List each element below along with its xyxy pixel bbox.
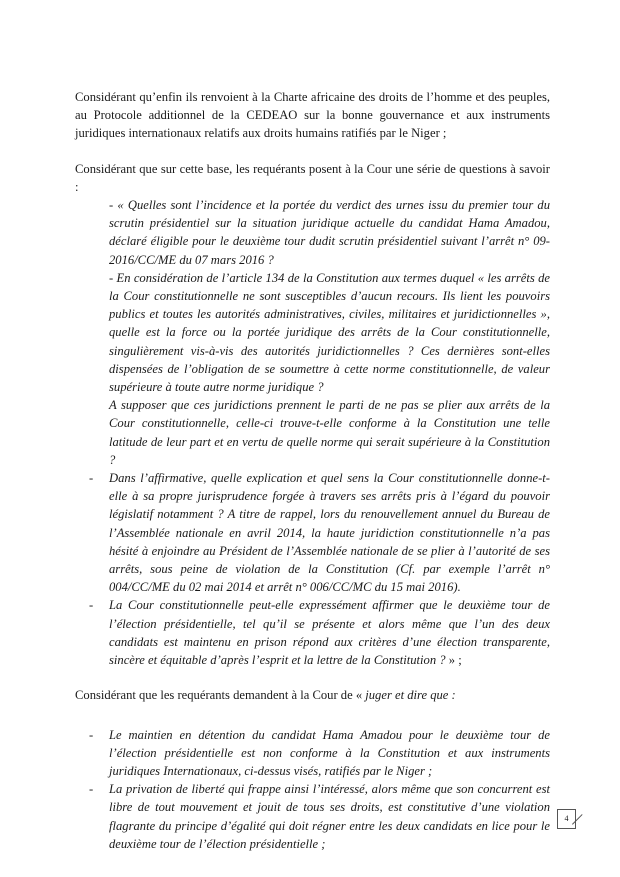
question-5: La Cour constitutionnelle peut-elle expressément affirmer que le deuxième tour de l’élection présidentielle, tel qu’il se présente et alors même que l’un des deux candidats est maintenu en prison répond aux critères d’une élection transparente, sincère et équitable d’après l’esprit et la lettre de la Constitution ?	[109, 598, 550, 668]
question-3: A supposer que ces juridictions prennent le parti de ne pas se plier aux arrêts de la Cour constitutionnelle, celle-ci trouve-t-elle conforme à la Constitution une telle latitude de leur part et en vertu de quelle norme qui serait supérieure à la Constitution ?	[109, 398, 550, 467]
list-dash: -	[89, 782, 94, 797]
question-5-paragraph	[109, 596, 550, 669]
question-4: Dans l’affirmative, quelle explication et quel sens la Cour constitutionnelle donne-t-elle à sa propre jurisprudence forgée à travers ses arrêts pris à l’égard du pouvoir législatif notamment ? A titre de rappel, lors du renouvellement annuel du Bureau de l’Assemblée nationale en avril 2014, la haute juridiction constitutionnelle n’a pas hésité à enjoindre au Président de l’Assemblée nationale de se plier à l’autorité de ses arrêts, sous peine de violation de la Constitution (Cf. par exemple l’arrêt n° 004/CC/ME du 02 mai 2014 et arrêt n° 006/CC/MC du 15 mai 2016).	[109, 471, 550, 595]
paragraph-intro-questions: Considérant que sur cette base, les requérants posent à la Cour une série de questions à savoir :	[75, 161, 550, 194]
list-item-question-5	[75, 596, 550, 669]
list-item-demand-1	[75, 726, 550, 781]
list-dash: -	[89, 727, 94, 742]
paragraph-charte: Considérant qu’enfin ils renvoient à la Charte africaine des droits de l’homme et des peuples, au Protocole additionnel de la CEDEAO sur la bonne gouvernance et aux instruments juridiques internationaux relatifs aux droits humains ratifiés par le Niger ;	[75, 90, 550, 141]
question-1: - « Quelles sont l’incidence et la portée du verdict des urnes issu du premier tour du scrutin présidentiel sur la situation juridique actuelle du candidat Hama Amadou, déclaré éligible pour le deuxième tour dudit scrutin présidentiel suivant l’arrêt n° 09-2016/CC/ME du 07 mars 2016 ?	[109, 198, 550, 267]
paragraph-demand-prefix: Considérant que les requérants demandent à la Cour de «	[75, 688, 366, 703]
list-item-demand-2	[75, 780, 550, 853]
list-dash: -	[89, 598, 94, 613]
question-5-close: » ;	[445, 653, 462, 668]
paragraph-demand	[75, 686, 550, 704]
paragraph-demand-italic: juger et dire que :	[365, 688, 456, 703]
demand-1: Le maintien en détention du candidat Hama Amadou pour le deuxième tour de l’élection présidentielle est non conforme à la Constitution et aux instruments juridiques Internationaux, ci-dessus visés, ratifiés par le Niger ;	[109, 727, 550, 778]
document-body	[75, 88, 550, 853]
page-number: 4	[557, 809, 576, 829]
demand-2: La privation de liberté qui frappe ainsi l’intéressé, alors même que son concurrent est libre de tout mouvement et jouit de tous ses droits, est constitutive d’une violation flagrante du principe d’égalité qui doit régner entre les deux candidats en lice pour le deuxième tour de l’élection présidentielle ;	[109, 782, 550, 851]
question-2: - En considération de l’article 134 de la Constitution aux termes duquel « les arrêts de la Cour constitutionnelle ne sont susceptibles d’aucun recours. Ils lient les pouvoirs publics et toutes les autorités administratives, civiles, militaires et juridictionnelles », quelle est la force ou la portée juridique des arrêts de la Cour constitutionnelle, singulièrement vis-à-vis des autorités juridictionnelles ? Ces dernières sont-elles dispensées de l’obligation de se soumettre à cette norme constitutionnelle, de valeur supérieure à toute autre norme juridique ?	[109, 270, 550, 395]
list-dash: -	[89, 471, 94, 486]
list-item-question-4	[75, 469, 550, 596]
